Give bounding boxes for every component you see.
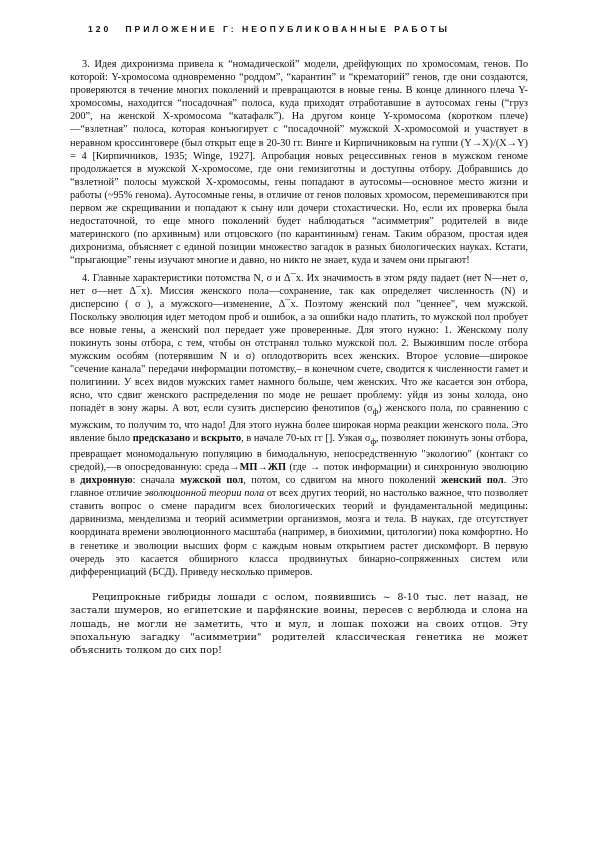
running-title: ПРИЛОЖЕНИЕ Г: НЕОПУБЛИКОВАННЫЕ РАБОТЫ — [125, 24, 450, 34]
page-number: 120 — [88, 24, 112, 34]
text-span: (где → поток информации) и синхронную эволюцию в — [70, 461, 528, 487]
text-span: от всех других теорий, но настолько важное, что позволяет ставить вопрос о смене парадигм всех биологических теорий и фундаментальной медицины: дарвинизма, менделизма и теорий асимметрии организмов, мозга и тела. В науках, где отсутствует координата времени эволюционного масштаба (например, в биохимии, цитологии) пока комфортно. Но в генетике и эволюции высших форм с каждым новым открытием растет дискомфорт. В первую очередь это касается обширного класса продвинутых бинарно-сопряженных систем или дифференциаций (БСД). Приведу несколько примеров. — [70, 488, 528, 578]
bold-term: предсказано — [132, 432, 191, 444]
text-span: 4. Главные характеристики потомства N, σ и Δ¯x. Их значимость в этом ряду падает (нет N—нет σ, нет σ—нет Δ¯x). Миссия женского пола—сохранение, так как определяет численность (N) и дисперсию ( σ ), а мужского—изменение, Δ¯x. Поэтому женский пол "ценнее", чем мужской. Поскольку эволюция идет методом проб и ошибок, а за ошибки надо платить, то мужской пол пробует все новые гены, а женский пол передает уже проверенные. Для этого нужно: 1. Женскому полу покинуть зоны отбора, с тем, чтобы он отстранял только мужской пол. 2. Выжившим после отбора мужским особям (потерявшим N и σ) оплодотворить всех женских. Второе условие—широкое "сечение канала" передачи информации потомству,– в конечном счете, сводится к численности гамет и полигинии. У всех видов мужских гамет намного больше, чем женских. Что же касается зон отбора, ясно, что сдвиг женского распределения по моде не решает проблему: уйдя из зоны холода, оно попадёт в зону жары. А вот, если сузить дисперсию фенотипов (σ — [70, 272, 528, 415]
text-span: и — [190, 432, 201, 444]
subscript: ф — [370, 435, 377, 446]
paragraph-offspring-characteristics — [70, 272, 528, 579]
paragraph-reciprocal-hybrids: Реципрокные гибриды лошади с ослом, появившись ~ 8-10 тыс. лет назад, не застали шумеров, но египетские и парфянские воины, пересев с верблюда и слона на лошадь, не могли не заметить, что и мул, и лошак похожи на своих отцов. Эту эпохальную загадку "асимметрии" родителей классическая генетика не может объяснить толком до сих пор! — [70, 591, 528, 657]
italic-term: эволюционной теории пола — [144, 488, 265, 500]
subscript: ф — [372, 406, 379, 417]
body-text — [70, 58, 528, 658]
bold-term: МП→ЖП — [239, 461, 287, 473]
bold-term: женский пол — [441, 475, 504, 487]
bold-term: дихронную — [80, 475, 133, 487]
text-span: . Это главное отличие — [70, 475, 528, 500]
bold-term: мужской пол — [180, 475, 244, 487]
bold-term: вскрыто — [200, 432, 242, 444]
text-span: : сначала — [132, 475, 181, 487]
text-span: , в начале 70-ых гг []. Узкая σ — [241, 432, 371, 444]
paragraph-dichronism-model: 3. Идея дихронизма привела к “номадической” модели, дрейфующих по хромосомам, генов. По которой: Y-хромосома одновременно “роддом”, “карантин” и “крематорий” генов, где они создаются, проверяются в течение многих поколений и превращаются в новые гены. В конце длинного плеча Y-хромосомы, находится “посадочная” полоса, куда приходят отработавшие в аутосомах гены (“груз 200”, на женской X-хромосома “катафалк”). На другом конце Y-хромосома (коротком плече)—“взлетная” полоса, которая конъюгирует с “посадочной” мужской X-хромосомой и участвует в неравном кроссинговере (был открыт еще в 20-30 гг. Винге и Кирпичниковым на гуппи (Y→X)/(X→Y) = 4 [Кирпичников, 1935; Winge, 1927]. Апробация новых рецессивных генов в мужском геноме продолжается в мужской X-хромосоме, где они гемизиготны и доступны отбору. Добравшись до “взлетной” полосы мужской X-хромосомы, гены попадают в аутосомы—основное место жизни и работы (~95% генома). Аутосомные гены, в отличие от генов половых хромосом, перемешиваются при первом же скрещивании и попадают к сыну или дочери стохастически. Но, если их проверка была недостаточной, то еще много поколений будет наблюдаться “асимметрия” родителей в виде материнского (по архивным) или отцовского (по карантинным) генам. Таким образом, простая идея дихронизма, объясняет с единой позиции множество загадок в разных биологических науках. Кстати, “прыгающие” гены изучают многие и давно, но никто не знает, куда и зачем они прыгают! — [70, 59, 528, 267]
text-span: , потом, со сдвигом на много поколений — [243, 475, 442, 487]
text-span: ) женского пола, по сравнению с мужским, то получим то, что надо! Для этого нужна более широкая норма реакции женского пола. Это явление было — [70, 403, 528, 444]
text-span: , позволяет покинуть зоны отбора, превращает мономодальную популяцию в бимодальную, непосредственную "экологию" (контакт со средой),—в опосредованную: среда→ — [70, 432, 528, 473]
running-header — [88, 24, 450, 34]
